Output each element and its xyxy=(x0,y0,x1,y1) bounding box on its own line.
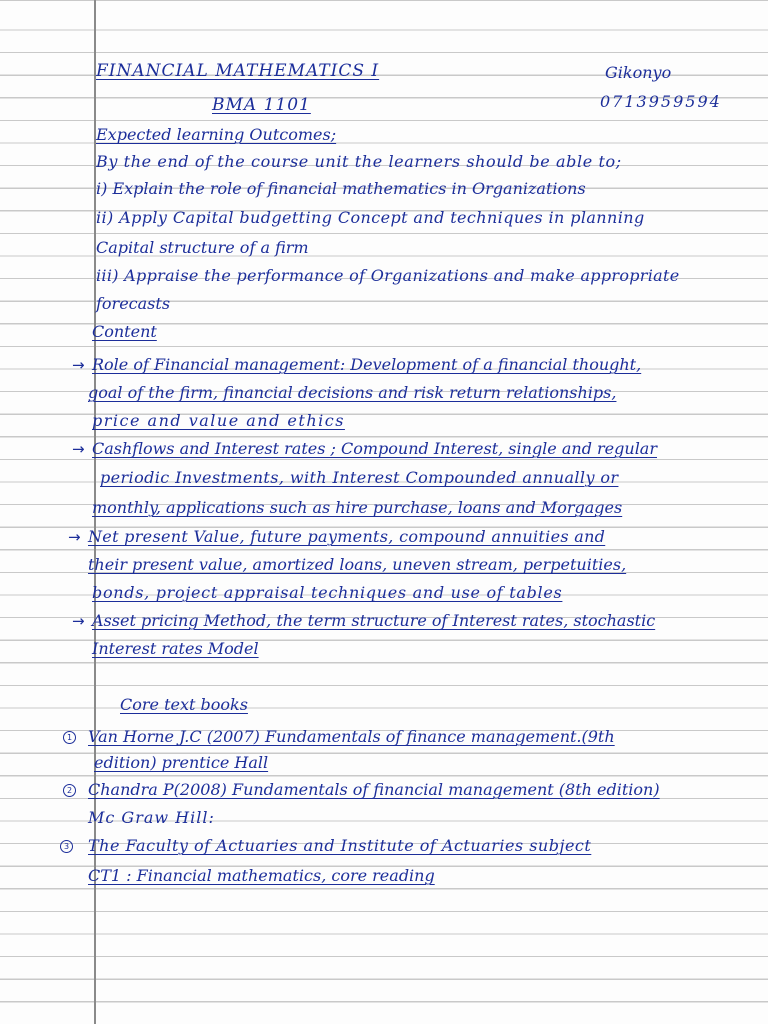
books-heading: Core text books xyxy=(120,695,248,714)
content-line: monthly, applications such as hire purchase, loans and Morgages xyxy=(92,498,623,517)
book-2-line1: Chandra P(2008) Fundamentals of financial management (8th edition) xyxy=(88,780,660,799)
outcome-ii-line1: ii) Apply Capital budgetting Concept and techniques in planning xyxy=(96,208,645,227)
arrow-icon: → xyxy=(68,528,81,546)
content-line: Net present Value, future payments, compound annuities and xyxy=(88,527,606,546)
book-1-line1: Van Horne J.C (2007) Fundamentals of finance management.(9th xyxy=(88,727,615,746)
phone-number: 0713959594 xyxy=(600,92,722,111)
book-3-line2: CT1 : Financial mathematics, core reading xyxy=(88,866,435,885)
outcome-iii-line1: iii) Appraise the performance of Organizations and make appropriate xyxy=(96,266,680,285)
content-line: Interest rates Model xyxy=(92,639,259,658)
course-code: BMA 1101 xyxy=(212,95,311,115)
course-title: FINANCIAL MATHEMATICS I xyxy=(96,61,380,81)
author-name: Gikonyo xyxy=(605,63,672,82)
outcome-ii-line2: Capital structure of a firm xyxy=(96,238,309,257)
content-heading: Content xyxy=(92,322,157,341)
content-line: Role of Financial management: Development of a financial thought, xyxy=(92,355,642,374)
outcomes-intro: By the end of the course unit the learners should be able to; xyxy=(96,152,622,171)
content-line: bonds, project appraisal techniques and use of tables xyxy=(92,583,563,602)
content-line: periodic Investments, with Interest Compounded annually or xyxy=(100,468,619,487)
content-line: Cashflows and Interest rates ; Compound Interest, single and regular xyxy=(92,439,657,458)
content-line: their present value, amortized loans, uneven stream, perpetuities, xyxy=(88,555,627,574)
book-3-line1: The Faculty of Actuaries and Institute of Actuaries subject xyxy=(88,836,592,855)
content-line: price and value and ethics xyxy=(92,411,345,430)
content-line: goal of the firm, financial decisions and risk return relationships, xyxy=(88,383,617,402)
book-1-line2: edition) prentice Hall xyxy=(94,753,269,772)
arrow-icon: → xyxy=(72,440,85,458)
book-2-line2: Mc Graw Hill: xyxy=(88,808,215,827)
arrow-icon: → xyxy=(72,612,85,630)
outcome-iii-line2: forecasts xyxy=(96,294,171,313)
content-line: Asset pricing Method, the term structure of Interest rates, stochastic xyxy=(92,611,656,630)
bullet-number: 3 xyxy=(60,840,73,853)
bullet-number: 1 xyxy=(63,731,76,744)
bullet-number: 2 xyxy=(63,784,76,797)
outcomes-heading: Expected learning Outcomes; xyxy=(96,125,337,144)
outcome-i: i) Explain the role of financial mathematics in Organizations xyxy=(96,179,586,198)
arrow-icon: → xyxy=(72,356,85,374)
